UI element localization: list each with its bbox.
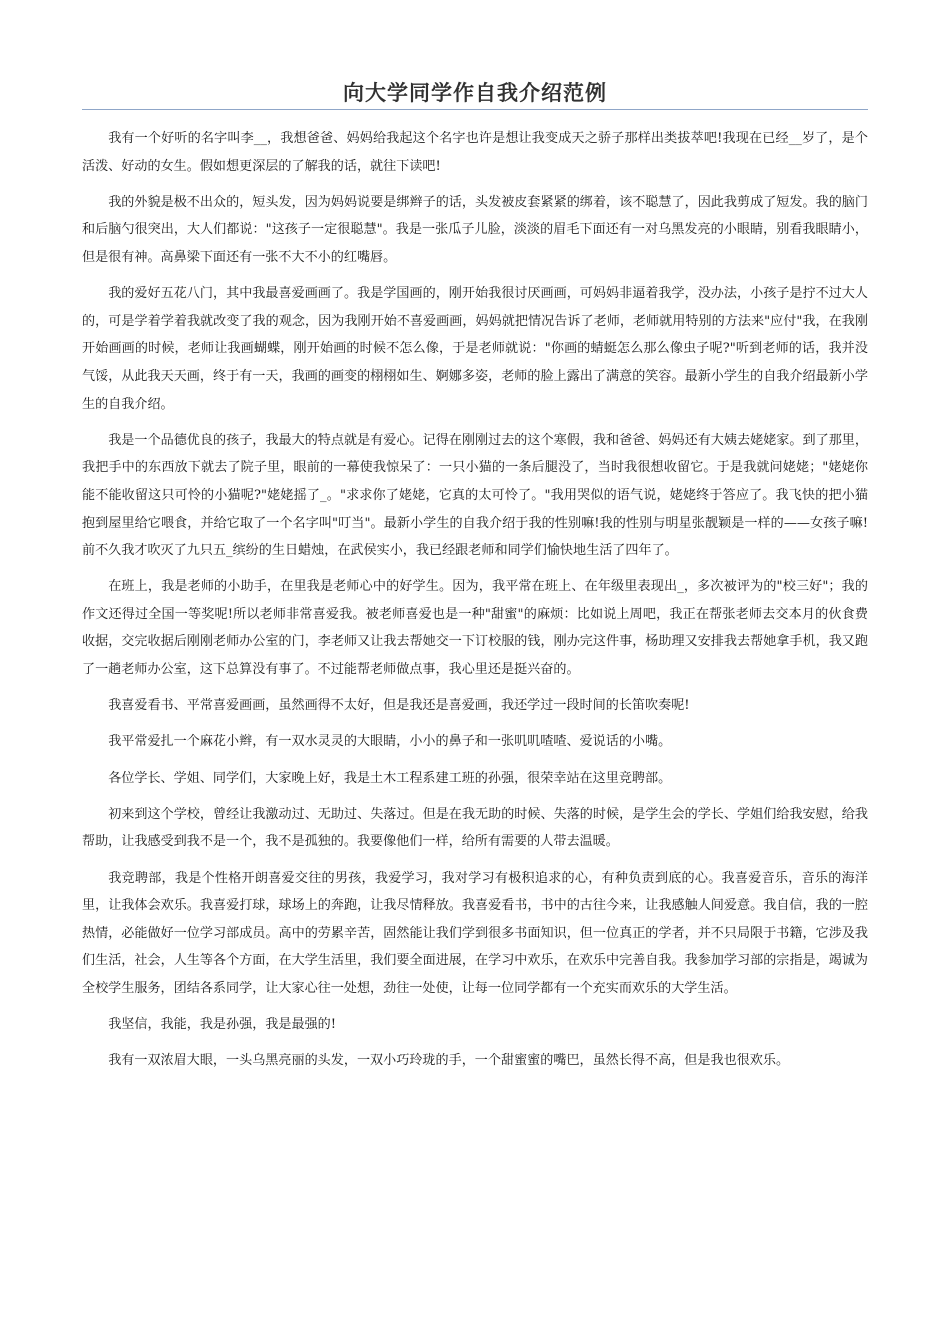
paragraph: 我竞聘部，我是个性格开朗喜爱交往的男孩，我爱学习，我对学习有极积追求的心，有种负责到底的心。我喜爱音乐，音乐的海洋里，让我体会欢乐。我喜爱打球，球场上的奔跑，让我尽情释放。我喜爱看书，书中的古往今来，让我感触人间爱意。我自信，我的一腔热情，必能做好一位学习部成员。高中的劳累辛苦，固然能让我们学到很多书面知识，但一位真正的学者，并不只局限于书籍，它涉及我们生活，社会，人生等各个方面，在大学生活里，我们要全面进展，在学习中欢乐，在欢乐中完善自我。我参加学习部的宗指是，竭诚为全校学生服务，团结各系同学，让大家心往一处想，劲往一处使，让每一位同学都有一个充实而欢乐的大学生活。 (82, 870, 868, 996)
paragraph: 各位学长、学姐、同学们，大家晚上好，我是土木工程系建工班的孙强，很荣幸站在这里竞聘部。 (108, 770, 672, 786)
paragraph: 我的外貌是极不出众的，短头发，因为妈妈说要是绑辫子的话，头发被皮套紧紧的绑着，该不聪慧了，因此我剪成了短发。我的脑门和后脑勺很突出，大人们都说："这孩子一定很聪慧"。我是一张瓜子儿脸，淡淡的眉毛下面还有一对乌黑发亮的小眼睛，别看我眼睛小，但是很有神。高鼻梁下面还有一张不大不小的红嘴唇。 (82, 194, 868, 265)
document-page (82, 78, 868, 1084)
paragraph: 我平常爱扎一个麻花小辫，有一双水灵灵的大眼睛，小小的鼻子和一张叽叽喳喳、爱说话的小嘴。 (108, 734, 672, 750)
document-title: 向大学同学作自我介绍范例 (82, 78, 868, 110)
paragraph: 我坚信，我能，我是孙强，我是最强的! (108, 1017, 337, 1033)
paragraph: 我有一个好听的名字叫李__，我想爸爸、妈妈给我起这个名字也许是想让我变成天之骄子那样出类拔萃吧!我现在已经__岁了，是个活泼、好动的女生。假如想更深层的了解我的话，就往下读吧! (82, 131, 868, 174)
paragraph: 我有一双浓眉大眼，一头乌黑亮丽的头发，一双小巧玲珑的手，一个甜蜜蜜的嘴巴，虽然长得不高，但是我也很欢乐。 (108, 1053, 790, 1069)
document-body (82, 125, 868, 1075)
paragraph: 我的爱好五花八门，其中我最喜爱画画了。我是学国画的，刚开始我很讨厌画画，可妈妈非逼着我学，没办法，小孩子是拧不过大人的，可是学着学着我就改变了我的观念，因为我刚开始不喜爱画画，妈妈就把情况告诉了老师，老师就用特别的方法来"应付"我，在我刚开始画画的时候，老师让我画蝴蝶，刚开始画的时候不怎么像，于是老师就说："你画的蜻蜓怎么那么像虫子呢?"听到老师的话，我并没气馁，从此我天天画，终于有一天，我画的画变的栩栩如生、婀娜多姿，老师的脸上露出了满意的笑容。最新小学生的自我介绍最新小学生的自我介绍。 (82, 286, 868, 412)
paragraph: 我喜爱看书、平常喜爱画画，虽然画得不太好，但是我还是喜爱画，我还学过一段时间的长笛吹奏呢! (108, 698, 690, 714)
paragraph: 我是一个品德优良的孩子，我最大的特点就是有爱心。记得在刚刚过去的这个寒假，我和爸爸、妈妈还有大姨去姥姥家。到了那里，我把手中的东西放下就去了院子里，眼前的一幕使我惊呆了：一只小猫的一条后腿没了，当时我很想收留它。于是我就问姥姥；"姥姥你能不能收留这只可怜的小猫呢?"姥姥摇了_。"求求你了姥姥，它真的太可怜了。"我用哭似的语气说，姥姥终于答应了。我飞快的把小猫抱到屋里给它喂食，并给它取了一个名字叫"叮当"。最新小学生的自我介绍于我的性别嘛!我的性别与明星张靓颖是一样的——女孩子嘛!前不久我才吹灭了九只五_缤纷的生日蜡烛，在武侯实小，我已经跟老师和同学们愉快地生活了四年了。 (82, 432, 868, 559)
paragraph: 在班上，我是老师的小助手，在里我是老师心中的好学生。因为，我平常在班上、在年级里表现出_，多次被评为的"校三好"；我的作文还得过全国一等奖呢!所以老师非常喜爱我。被老师喜爱也是一种"甜蜜"的麻烦：比如说上周吧，我正在帮张老师去交本月的伙食费收据，交完收据后刚刚老师办公室的门，李老师又让我去帮她交一下订校服的钱，刚办完这件事，杨助理又安排我去帮她拿手机，我又跑了一趟老师办公室，这下总算没有事了。不过能帮老师做点事，我心里还是挺兴奋的。 (82, 579, 868, 678)
paragraph: 初来到这个学校，曾经让我激动过、无助过、失落过。但是在我无助的时候、失落的时候，是学生会的学长、学姐们给我安慰，给我帮助，让我感受到我不是一个，我不是孤独的。我要像他们一样，给所有需要的人带去温暖。 (82, 806, 868, 850)
